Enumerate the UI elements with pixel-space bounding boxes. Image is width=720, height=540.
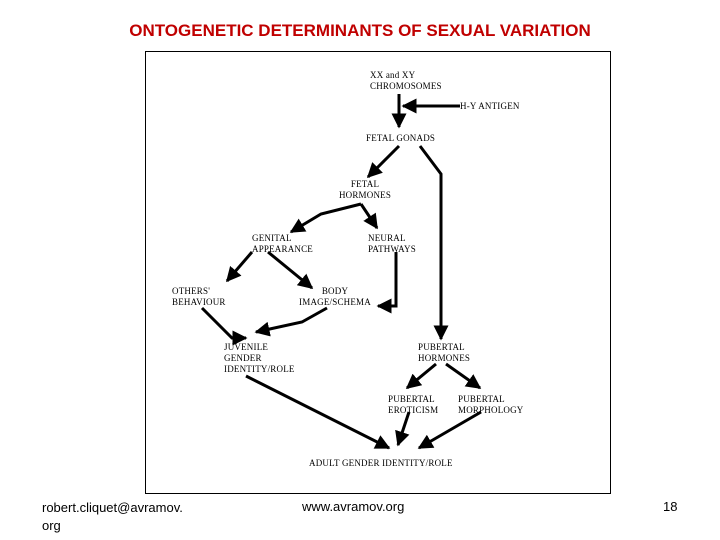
arrow-genital-body <box>268 252 312 288</box>
arrow-juvenile-adult <box>246 376 389 448</box>
node-fetal-hormones: FETAL HORMONES <box>338 179 392 200</box>
arrow-eroticism-adult <box>398 412 409 445</box>
arrow-pubertal-eroticism <box>407 364 436 388</box>
arrow-pubertal-morphology <box>446 364 480 388</box>
arrow-hormones-genital <box>291 204 361 232</box>
node-genital-appearance: GENITAL APPEARANCE <box>252 233 314 254</box>
arrow-others-juvenile <box>202 308 246 338</box>
node-others-behaviour: OTHERS' BEHAVIOUR <box>172 286 226 307</box>
footer-site: www.avramov.org <box>302 499 405 514</box>
footer-author: robert.cliquet@avramov. org <box>42 500 183 533</box>
node-fetal-gonads: FETAL GONADS <box>366 133 436 143</box>
node-hy-antigen: H-Y ANTIGEN <box>460 101 520 111</box>
node-pubertal-morphology: PUBERTAL MORPHOLOGY <box>458 394 524 415</box>
arrow-gonads-hormones <box>368 146 399 177</box>
arrow-genital-others <box>227 252 252 281</box>
page-number: 18 <box>663 499 678 514</box>
node-neural-pathways: NEURAL PATHWAYS <box>368 233 416 254</box>
arrow-neural-body <box>378 252 396 306</box>
arrow-body-juvenile <box>256 308 327 332</box>
arrow-hormones-neural <box>361 204 377 228</box>
node-juvenile-identity: JUVENILE GENDER IDENTITY/ROLE <box>224 342 295 374</box>
slide-title: ONTOGENETIC DETERMINANTS OF SEXUAL VARIATION <box>129 21 591 40</box>
node-pubertal-hormones: PUBERTAL HORMONES <box>418 342 471 363</box>
arrow-gonads-pubertal <box>420 146 441 339</box>
node-chromosomes: XX and XY CHROMOSOMES <box>370 70 442 91</box>
node-pubertal-eroticism: PUBERTAL EROTICISM <box>388 394 439 415</box>
node-body-image: BODY IMAGE/SCHEMA <box>299 286 371 307</box>
node-adult-identity: ADULT GENDER IDENTITY/ROLE <box>309 458 453 468</box>
arrow-morphology-adult <box>419 412 481 448</box>
